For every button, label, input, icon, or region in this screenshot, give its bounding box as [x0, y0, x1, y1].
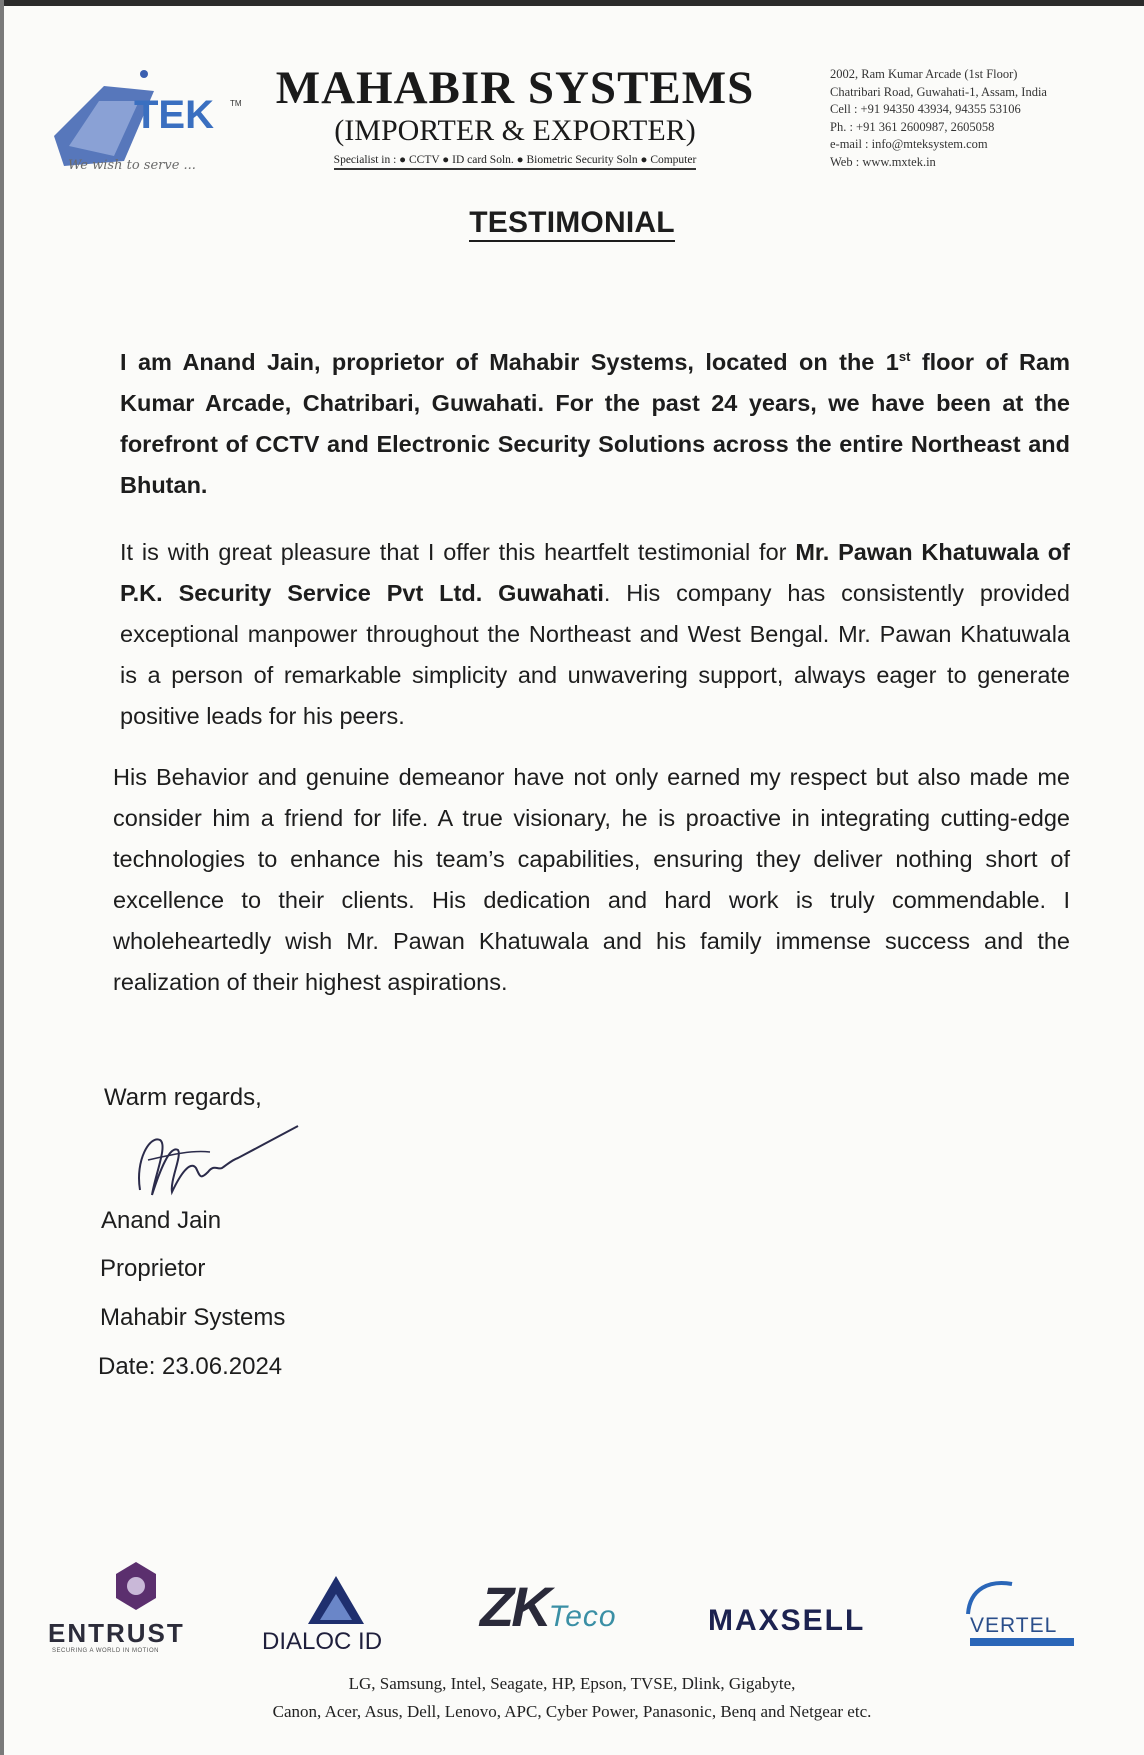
- top-border: [0, 0, 1144, 6]
- title-text: TESTIMONIAL: [469, 206, 675, 242]
- zkteco-wordmark: ZK: [480, 1575, 549, 1638]
- zkteco-logo: [480, 1574, 660, 1644]
- letter-date: Date: 23.06.2024: [98, 1353, 283, 1380]
- footer-brands-line-1: LG, Samsung, Intel, Seagate, HP, Epson, TVSE, Dlink, Gigabyte,: [348, 1674, 796, 1693]
- paragraph-text: . His company has consistently provided exceptional manpower throughout the Northeast and West Bengal. Mr. Pawan Khatuwala is a person of remarkable simplicity and unwavering support, always eager to generate positive leads for his peers.: [120, 580, 1070, 729]
- company-header: [270, 62, 760, 170]
- vertel-wordmark: VERTEL: [970, 1614, 1058, 1637]
- logo-tagline: We wish to serve ...: [68, 158, 196, 173]
- entrust-emblem-icon: [48, 1560, 218, 1616]
- specialist-line: Specialist in : ● CCTV ● ID card Soln. ● Biometric Security Soln ● Computer: [334, 154, 697, 170]
- vertel-logo: [960, 1578, 1100, 1658]
- paragraph-testimonial: [120, 532, 1070, 737]
- dialoc-logo: [258, 1572, 438, 1662]
- closing-regards: Warm regards,: [104, 1084, 262, 1111]
- vertel-bar: [970, 1638, 1074, 1646]
- paragraph-praise: His Behavior and genuine demeanor have not only earned my respect but also made me consider him a friend for life. A true visionary, he is proactive in integrating cutting-edge technologies to enhance his team’s capabilities, ensuring they deliver nothing short of excellence to their clients. His dedication and hard work is truly commendable. I wholeheartedly wish Mr. Pawan Khatuwala and his family immense success and the realization of their highest aspirations.: [113, 764, 1070, 995]
- signatory-name: Anand Jain: [101, 1207, 222, 1234]
- paragraph-text: It is with great pleasure that I offer this heartfelt testimonial for: [120, 539, 796, 565]
- address-line: 2002, Ram Kumar Arcade (1st Floor): [830, 67, 1018, 81]
- vertel-swoosh-icon: [960, 1578, 1020, 1618]
- left-border: [0, 0, 4, 1755]
- address-email: e-mail : info@mteksystem.com: [830, 137, 988, 151]
- address-line: Chatribari Road, Guwahati-1, Assam, India: [830, 84, 1047, 99]
- address-web: Web : www.mxtek.in: [830, 154, 936, 169]
- paragraph-intro: [120, 342, 1070, 506]
- signatory-company: Mahabir Systems: [100, 1304, 286, 1331]
- zkteco-eco: Teco: [548, 1600, 617, 1633]
- entrust-logo: [48, 1560, 218, 1660]
- footer-brands-line-2: Canon, Acer, Asus, Dell, Lenovo, APC, Cyber Power, Panasonic, Benq and Netgear etc.: [272, 1702, 872, 1721]
- signatory-designation: Proprietor: [100, 1255, 206, 1282]
- svg-text:TM: TM: [230, 99, 242, 108]
- company-subtitle: (IMPORTER & EXPORTER): [334, 114, 696, 147]
- company-address: [830, 66, 1130, 171]
- svg-text:TEK: TEK: [134, 93, 214, 137]
- company-name: MAHABIR SYSTEMS: [275, 62, 755, 114]
- dialoc-emblem-icon: [258, 1572, 438, 1628]
- paragraph-text: I am Anand Jain, proprietor of Mahabir Systems, located on the 1: [120, 349, 899, 375]
- address-phone: Ph. : +91 361 2600987, 2605058: [830, 119, 995, 134]
- brand-logos: [40, 1560, 1120, 1670]
- entrust-wordmark: ENTRUST: [48, 1618, 185, 1648]
- signature: [130, 1120, 310, 1212]
- address-cell: Cell : +91 94350 43934, 94355 53106: [830, 102, 1021, 116]
- maxsell-logo: MAXSELL: [708, 1604, 866, 1637]
- paragraph-text: floor of Ram Kumar Arcade, Chatribari, Guwahati. For the past 24 years, we have been at the forefront of CCTV and Electronic Security Solutions across the entire Northeast and Bhutan.: [120, 349, 1070, 498]
- recipient-name: Mr. Pawan Khatuwala of P.K. Security Service Pvt Ltd. Guwahati: [120, 539, 1070, 606]
- document-title: [0, 206, 1144, 240]
- dialoc-wordmark: DIALOC ID: [262, 1628, 383, 1655]
- entrust-tagline: SECURING A WORLD IN MOTION: [52, 1648, 160, 1654]
- superscript: st: [898, 349, 911, 365]
